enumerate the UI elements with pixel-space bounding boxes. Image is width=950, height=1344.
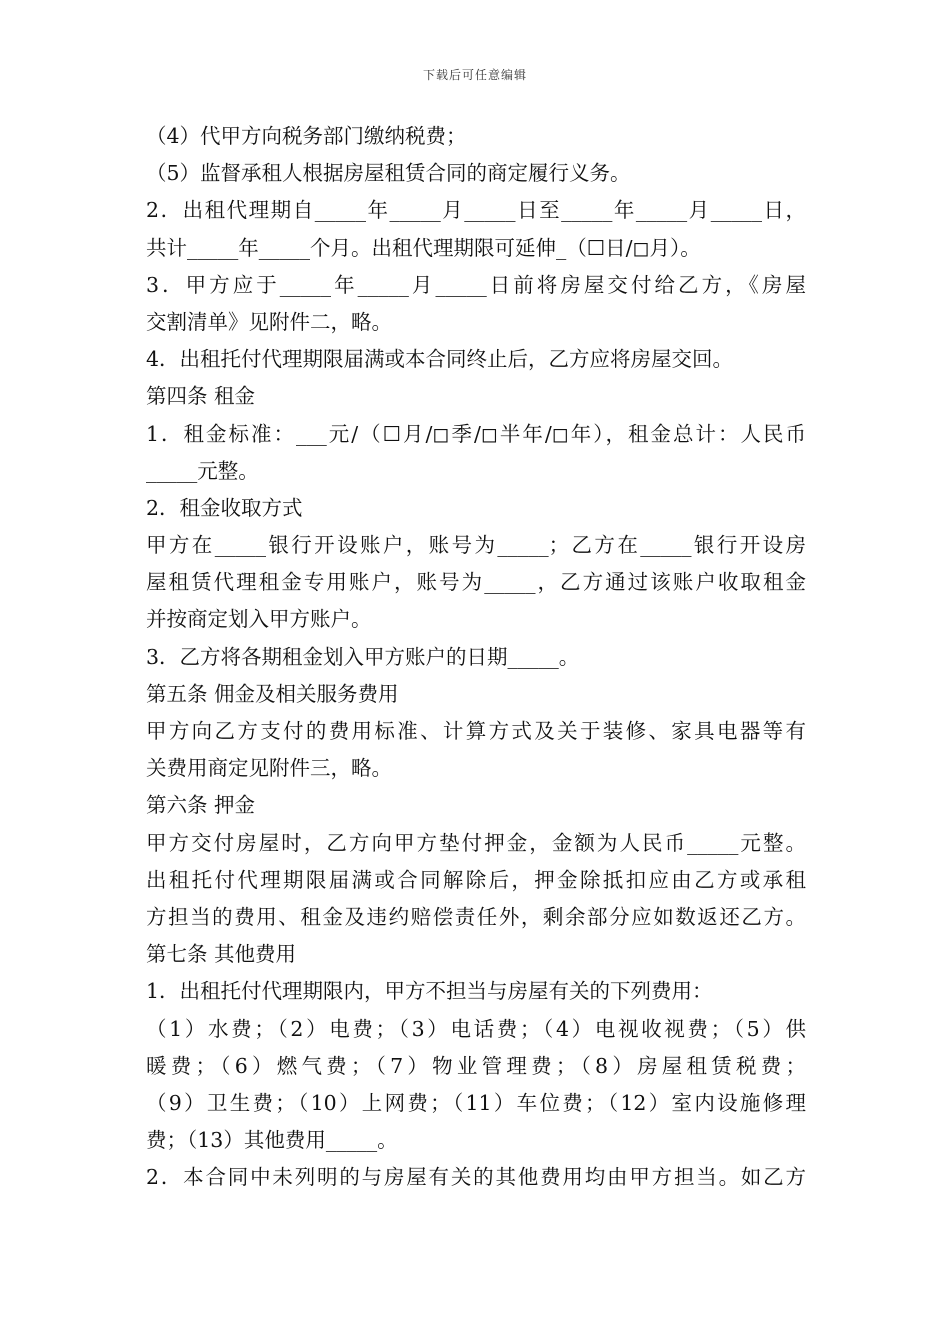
page-header-note: 下载后可任意编辑 [422, 68, 527, 82]
unlisted-fees-line: 2．本合同中未列明的与房屋有关的其他费用均由甲方担当。如乙方 [146, 1165, 806, 1190]
fees-list-line-1: （1）水费；（2）电费；（3）电话费；（4）电视收视费；（5）供 [146, 1016, 806, 1041]
rent-transfer-date-line: 3．乙方将各期租金划入甲方账户的日期_____。 [146, 644, 580, 669]
article-5-heading: 第五条 佣金及相关服务费用 [146, 681, 399, 706]
fees-list-line-4: 费；（13）其他费用_____。 [146, 1128, 398, 1153]
rent-total-line: _____元整。 [146, 458, 259, 483]
handover-date-line: 3．甲方应于_____年_____月_____日前将房屋交付给乙方，《房屋 [146, 272, 806, 297]
rent-standard-line: 1．租金标准：___元/（☐月/◻季/◻半年/◻年），租金总计：人民币 [146, 421, 806, 446]
commission-line-2: 关费用商定见附件三，略。 [146, 756, 392, 781]
deposit-line-1: 甲方交付房屋时，乙方向甲方垫付押金，金额为人民币_____元整。 [146, 830, 806, 855]
other-fees-intro-line: 1．出租托付代理期限内，甲方不担当与房屋有关的下列费用： [146, 979, 713, 1004]
fees-list-line-2: 暖费；（6）燃气费；（7）物业管理费；（8）房屋租赁税费； [146, 1053, 806, 1078]
deposit-line-3: 方担当的费用、租金及违约赔偿责任外，剩余部分应如数返还乙方。 [146, 904, 806, 929]
bank-account-line-2: 屋租赁代理租金专用账户，账号为_____，乙方通过该账户收取租金 [146, 570, 806, 595]
fees-list-line-3: （9）卫生费；（10）上网费；（11）车位费；（12）室内设施修理 [146, 1090, 806, 1115]
rent-collection-heading: 2．租金收取方式 [146, 495, 303, 520]
clause-line-5-supervise: （5）监督承租人根据房屋租赁合同的商定履行义务。 [146, 161, 631, 186]
article-4-heading: 第四条 租金 [146, 384, 256, 409]
bank-account-line-3: 并按商定划入甲方账户。 [146, 607, 372, 632]
deposit-line-2: 出租托付代理期限届满或合同解除后，押金除抵扣应由乙方或承租 [146, 867, 806, 892]
document-body [146, 118, 806, 1196]
article-6-heading: 第六条 押金 [146, 793, 256, 818]
return-house-line: 4．出租托付代理期限届满或本合同终止后，乙方应将房屋交回。 [146, 347, 734, 372]
commission-line-1: 甲方向乙方支付的费用标准、计算方式及关于装修、家具电器等有 [146, 719, 806, 743]
agency-period-total-line: 共计_____年_____个月。出租代理期限可延伸_（☐日/◻月）。 [146, 235, 701, 260]
clause-line-4-tax: （4）代甲方向税务部门缴纳税费； [146, 124, 467, 148]
article-7-heading: 第七条 其他费用 [146, 942, 297, 967]
bank-account-line-1: 甲方在_____银行开设账户，账号为_____；乙方在_____银行开设房 [146, 533, 806, 558]
agency-period-line: 2．出租代理期自_____年_____月_____日至_____年_____月_____日， [146, 198, 806, 223]
handover-list-line: 交割清单》见附件二，略。 [146, 309, 392, 334]
